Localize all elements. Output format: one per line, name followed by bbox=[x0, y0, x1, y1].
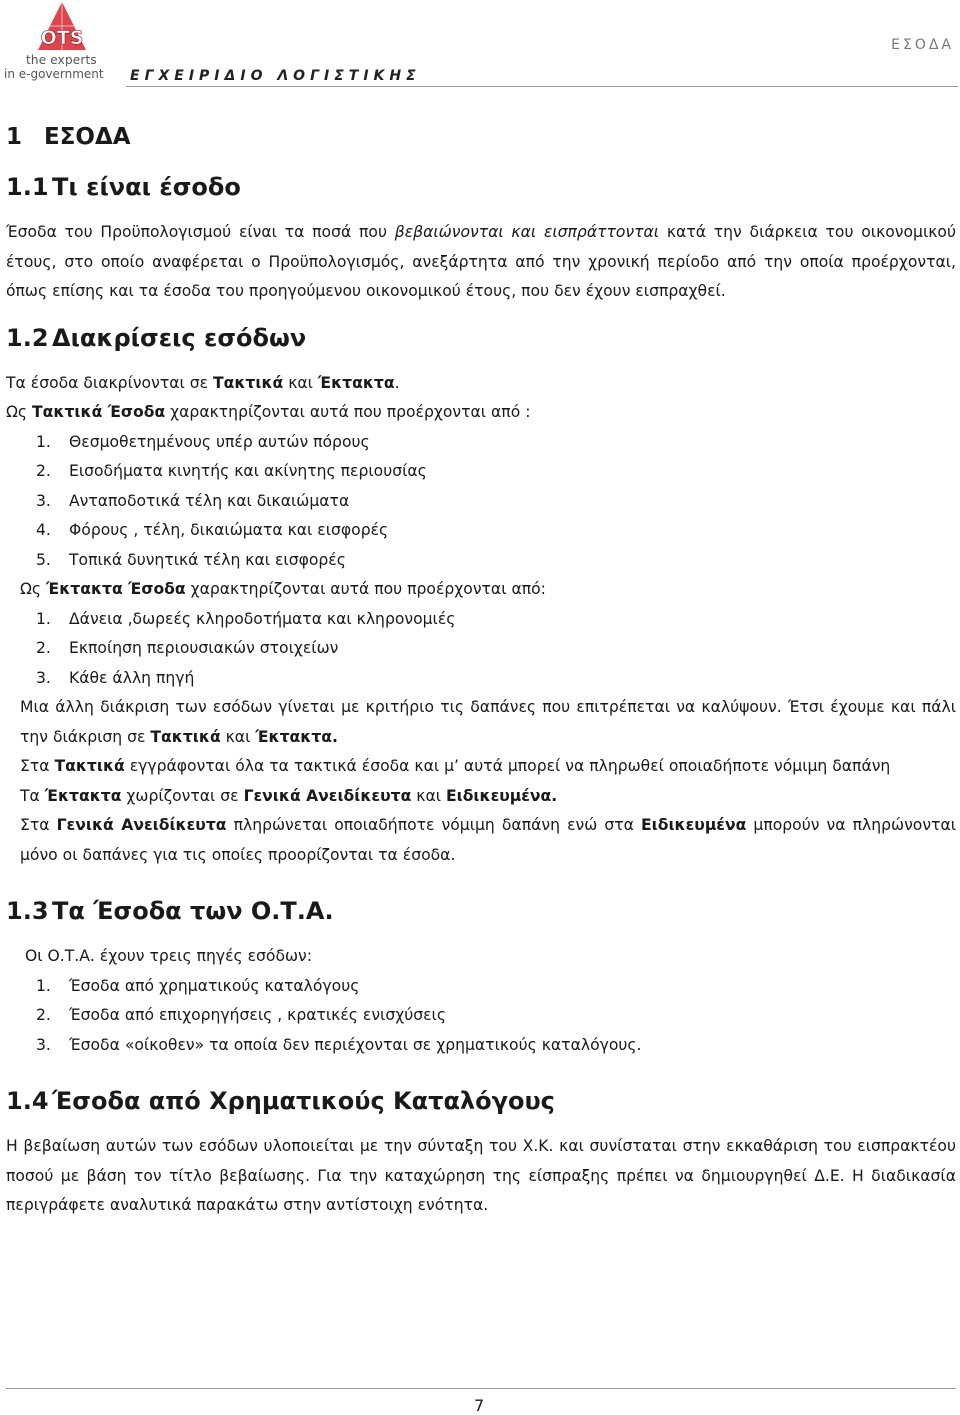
list-item-text: Κάθε άλλη πηγή bbox=[69, 668, 195, 687]
text-run: και bbox=[283, 373, 318, 392]
list-item bbox=[6, 546, 956, 576]
list-item bbox=[6, 1001, 956, 1031]
section-1-4-paragraph: Η βεβαίωση αυτών των εσόδων υλοποιείται με την σύνταξη του Χ.Κ. και συνίσταται στην εκκαθάριση του εισπρακτέου ποσού με βάση τον τίτλο βεβαίωσης. Για την καταχώρηση της είσπραξης πρέπει να δημιουργηθεί Δ.Ε. Η διαδικασία περιγράφετε αναλυτικά παρακάτω στην αντίστοιχη ενότητα. bbox=[6, 1137, 956, 1214]
list-item-text: Δάνεια ,δωρεές κληροδοτήματα και κληρονομιές bbox=[69, 609, 456, 628]
text-run: κατά την διάρκεια του οικονομικού έτους, στο οποίο αναφέρεται ο Προϋπολογισμός, ανεξάρτητα από την χρονική περίοδο από την οποία προέρχονται, όπως επίσης και τα έσοδα του προηγούμενου οικονομικού έτους, που δεν έχουν εισπραχθεί. bbox=[6, 223, 956, 300]
text-run: και bbox=[220, 727, 256, 746]
list-item-number: 1. bbox=[36, 609, 51, 628]
list-item-number: 3. bbox=[36, 491, 51, 510]
section-1-4-heading bbox=[6, 1084, 956, 1118]
list-item-number: 4. bbox=[36, 521, 51, 539]
text-run: Τα bbox=[20, 786, 45, 805]
bold-run: Ειδικευμένα bbox=[641, 816, 747, 834]
list-item-number: 1. bbox=[36, 432, 51, 451]
bold-run: Γενικά Ανειδίκευτα bbox=[243, 786, 412, 805]
list-item bbox=[6, 1031, 956, 1061]
bold-run: Τακτικά bbox=[150, 727, 221, 746]
list-item bbox=[6, 605, 956, 635]
text-run: Στα bbox=[20, 757, 55, 775]
chapter-number: 1 bbox=[6, 124, 23, 150]
section-title: Τι είναι έσοδο bbox=[52, 173, 241, 201]
document-body bbox=[6, 116, 956, 1221]
list-item bbox=[6, 428, 956, 458]
bold-run: Ειδικευμένα. bbox=[445, 786, 558, 805]
text-run: πληρώνεται οποιαδήποτε νόμιμη δαπάνη ενώ στα bbox=[226, 816, 642, 834]
section-number: 1.4 bbox=[6, 1087, 49, 1115]
list-item-text: Φόρους , τέλη, δικαιώματα και εισφορές bbox=[69, 521, 389, 539]
section-1-2-heading bbox=[6, 321, 956, 355]
list-item bbox=[6, 664, 956, 694]
text-run: Τα έσοδα διακρίνονται σε bbox=[6, 373, 213, 392]
bold-run: Τακτικά Έσοδα bbox=[32, 403, 166, 421]
text-run: εγγράφονται όλα τα τακτικά έσοδα και μ’ αυτά μπορεί να πληρωθεί οποιαδήποτε νόμιμη δαπάνη bbox=[124, 757, 891, 775]
list-item-text: Ανταποδοτικά τέλη και δικαιώματα bbox=[69, 491, 350, 510]
text-run: χωρίζονται σε bbox=[121, 786, 244, 805]
text-run: χαρακτηρίζονται αυτά που προέρχονται από : bbox=[165, 403, 531, 421]
list-item bbox=[6, 487, 956, 517]
regular-revenue-intro bbox=[6, 398, 956, 428]
list-item-text: Έσοδα από χρηματικούς καταλόγους bbox=[69, 976, 360, 995]
chapter-title: ΕΣΟΔΑ bbox=[44, 124, 131, 150]
section-1-1-paragraph bbox=[6, 218, 956, 307]
ots-logo-mark bbox=[30, 0, 94, 54]
section-1-1-heading bbox=[6, 170, 956, 204]
bold-run: Έκτακτα bbox=[317, 373, 395, 392]
text-run: και bbox=[411, 786, 446, 805]
extra-revenue-intro bbox=[6, 575, 956, 605]
italic-run: βεβαιώνονται και εισπράττονται bbox=[394, 223, 660, 241]
bold-run: Τακτικά bbox=[54, 757, 125, 775]
list-item-number: 2. bbox=[36, 1006, 51, 1024]
text-run: Στα bbox=[20, 816, 57, 834]
list-item-text: Έσοδα «οίκοθεν» τα οποία δεν περιέχονται σε χρηματικούς καταλόγους. bbox=[69, 1035, 642, 1054]
text-run: Έσοδα του Προϋπολογισμού είναι τα ποσά που bbox=[6, 223, 395, 241]
section-number: 1.1 bbox=[6, 173, 49, 201]
manual-title: ΕΓΧΕΙΡΙΔΙΟ ΛΟΓΙΣΤΙΚΗΣ bbox=[130, 68, 421, 84]
section-header-name: ΕΣΟΔΑ bbox=[891, 37, 954, 53]
section-1-2-intro bbox=[6, 369, 956, 399]
list-item bbox=[6, 634, 956, 664]
list-item-number: 2. bbox=[36, 639, 51, 657]
footer-divider bbox=[6, 1388, 956, 1389]
section-number: 1.2 bbox=[6, 323, 49, 352]
section-title: Τα Έσοδα των Ο.Τ.Α. bbox=[52, 897, 334, 925]
list-item bbox=[6, 457, 956, 487]
section-1-3-intro: Οι Ο.Τ.Α. έχουν τρεις πηγές εσόδων: bbox=[25, 947, 313, 965]
list-item bbox=[6, 516, 956, 546]
header-divider bbox=[126, 86, 958, 87]
section-1-3-heading bbox=[6, 894, 956, 928]
text-run: . bbox=[394, 373, 400, 392]
bold-run: Έκτακτα. bbox=[255, 727, 338, 746]
list-item-number: 3. bbox=[36, 1035, 51, 1054]
text-run: μπορούν να πληρώνονται μόνο οι δαπάνες για τις οποίες προορίζονται τα έσοδα. bbox=[20, 816, 957, 864]
page-number: 7 bbox=[474, 1396, 485, 1415]
page-header bbox=[0, 0, 960, 86]
text-run: Ως bbox=[20, 580, 47, 598]
extra-revenue-list bbox=[6, 605, 956, 694]
list-item-text: Θεσμοθετημένους υπέρ αυτών πόρους bbox=[69, 432, 370, 451]
logo-tagline-2: in e-government bbox=[4, 67, 104, 81]
regular-recording-paragraph bbox=[6, 752, 956, 782]
bold-run: Έκτακτα Έσοδα bbox=[46, 580, 186, 598]
text-run: Μια άλλη διάκριση των εσόδων γίνεται με κριτήριο τις δαπάνες που επιτρέπεται να καλύψουν. Έτσι έχουμε και πάλι την διάκριση σε bbox=[20, 698, 956, 746]
list-item-text: Τοπικά δυνητικά τέλη και εισφορές bbox=[69, 550, 346, 569]
bold-run: Έκτακτα bbox=[44, 786, 122, 805]
logo-tagline-1: the experts bbox=[26, 53, 97, 67]
section-title: Έσοδα από Χρηματικούς Καταλόγους bbox=[52, 1087, 555, 1115]
ots-logo bbox=[4, 0, 130, 84]
list-item-number: 1. bbox=[36, 976, 51, 995]
other-classification-paragraph bbox=[6, 693, 956, 752]
section-number: 1.3 bbox=[6, 897, 49, 925]
regular-revenue-list bbox=[6, 428, 956, 576]
section-title: Διακρίσεις εσόδων bbox=[52, 323, 307, 352]
list-item-number: 2. bbox=[36, 462, 51, 480]
ota-revenue-sources-list bbox=[6, 972, 956, 1061]
chapter-heading bbox=[6, 120, 956, 154]
list-item bbox=[6, 972, 956, 1002]
list-item-number: 5. bbox=[36, 550, 51, 569]
general-specialized-paragraph bbox=[6, 811, 956, 870]
logo-text: OTS bbox=[40, 27, 84, 49]
list-item-number: 3. bbox=[36, 668, 51, 687]
bold-run: Γενικά Ανειδίκευτα bbox=[56, 816, 227, 834]
list-item-text: Εισοδήματα κινητής και ακίνητης περιουσίας bbox=[69, 462, 427, 480]
text-run: Ως bbox=[6, 403, 33, 421]
list-item-text: Έσοδα από επιχορηγήσεις , κρατικές ενισχύσεις bbox=[69, 1006, 446, 1024]
bold-run: Τακτικά bbox=[212, 373, 284, 392]
extra-split-paragraph bbox=[6, 782, 956, 812]
list-item-text: Εκποίηση περιουσιακών στοιχείων bbox=[69, 639, 339, 657]
text-run: χαρακτηρίζονται αυτά που προέρχονται από: bbox=[185, 580, 546, 598]
